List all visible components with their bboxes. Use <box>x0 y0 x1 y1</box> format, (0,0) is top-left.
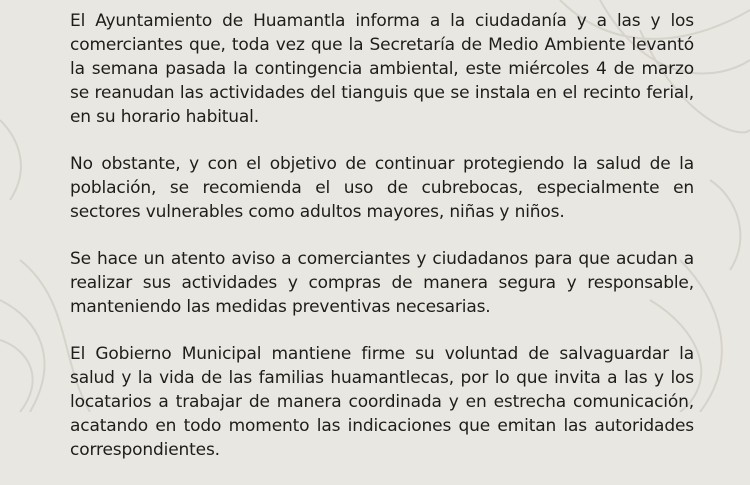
paragraph-safe-shopping-notice: Se hace un atento aviso a comerciantes y ciudadanos para que acudan a realizar sus actividades y compras de manera segura y responsable, manteniendo las medidas preventivas necesarias. <box>70 249 694 317</box>
paragraph-municipal-commitment: El Gobierno Municipal mantiene firme su voluntad de salvaguardar la salud y la vida de las familias huamantlecas, por lo que invita a las y los locatarios a trabajar de manera coordinada y en estrecha comunicación, acatando en todo momento las indicaciones que emitan las autoridades correspondientes. <box>70 344 694 460</box>
paragraph-face-mask-recommendation: No obstante, y con el objetivo de continuar protegiendo la salud de la población, se recomienda el uso de cubrebocas, especialmente en sectores vulnerables como adultos mayores, niñas y niños. <box>70 154 694 222</box>
notice-body <box>70 9 694 485</box>
paragraph-tianguis-reopening: El Ayuntamiento de Huamantla informa a la ciudadanía y a las y los comerciantes que, toda vez que la Secretaría de Medio Ambiente levantó la semana pasada la contingencia ambiental, este miércoles 4 de marzo se reanudan las actividades del tianguis que se instala en el recinto ferial, en su horario habitual. <box>70 11 694 127</box>
